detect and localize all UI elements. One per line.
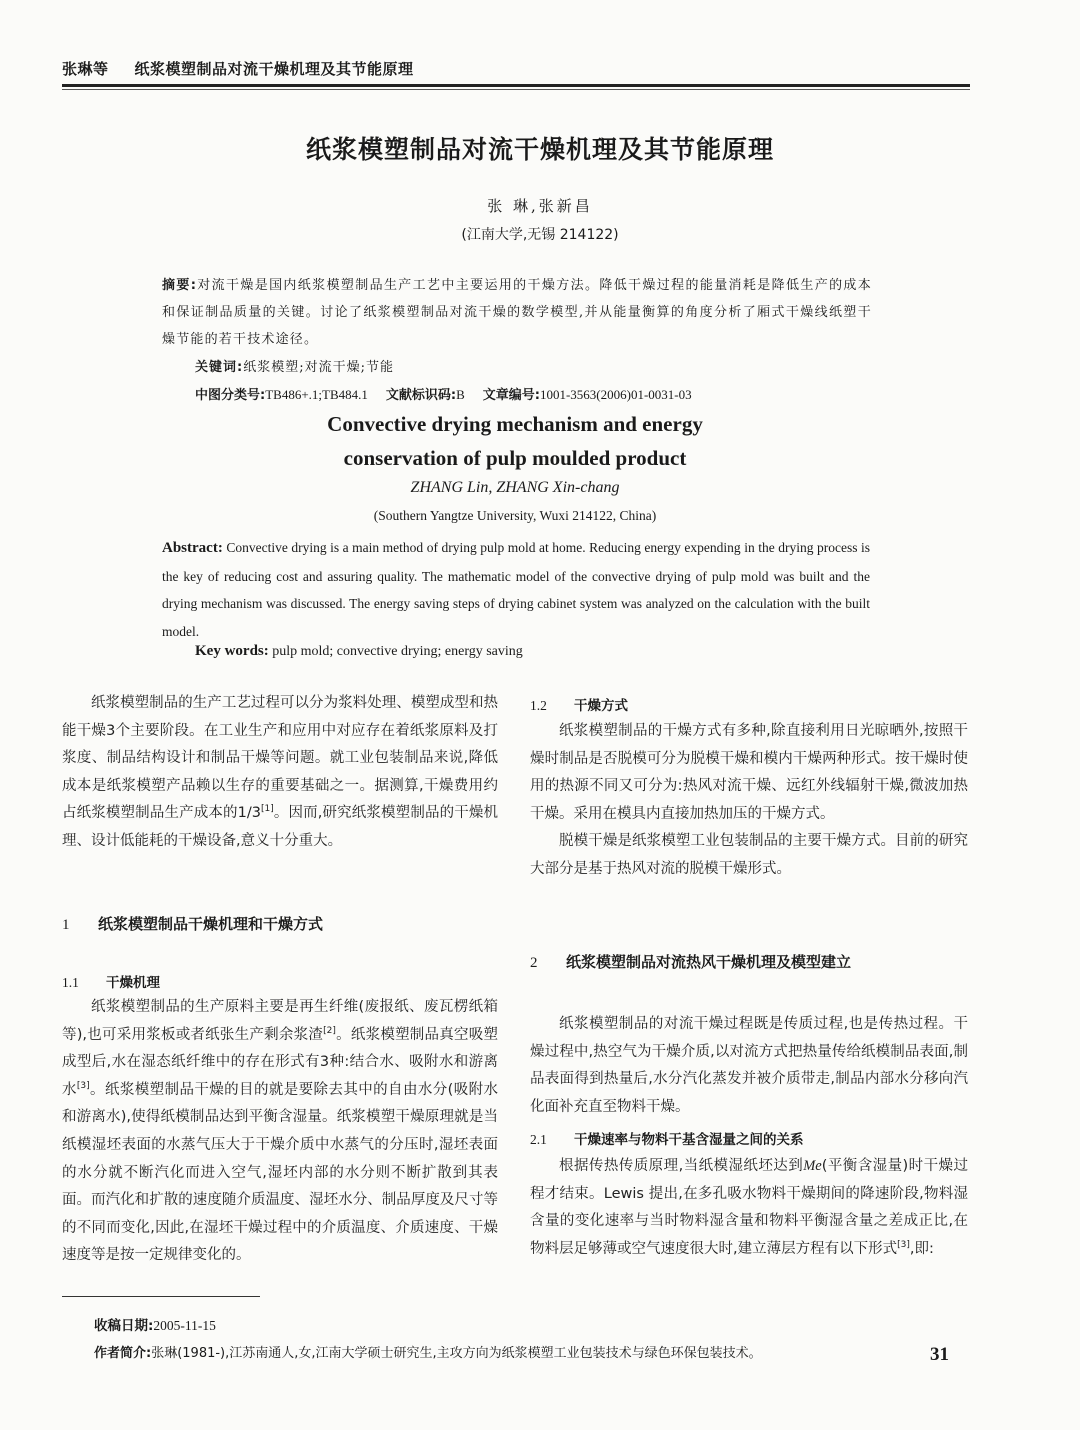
section-1-2-number: 1.2 xyxy=(530,698,547,713)
citation-2: [2] xyxy=(323,1025,336,1036)
paper-title-cn: 纸浆模塑制品对流干燥机理及其节能原理 xyxy=(305,135,774,164)
article-no-value: 1001-3563(2006)01-0031-03 xyxy=(539,387,692,402)
intro-paragraph xyxy=(62,690,498,856)
keywords-cn xyxy=(195,356,394,375)
running-header-title: 纸浆模塑制品对流干燥机理及其节能原理 xyxy=(134,60,414,78)
section-1-1-title: 干燥机理 xyxy=(106,975,160,991)
section-1-title: 纸浆模塑制品干燥机理和干燥方式 xyxy=(98,915,324,933)
section-2-1-title: 干燥速率与物料干基含湿量之间的关系 xyxy=(574,1132,804,1148)
running-header-authors: 张琳等 xyxy=(62,60,109,78)
keywords-cn-text: 纸浆模塑;对流干燥;节能 xyxy=(243,360,394,375)
authors-cn: 张 琳,张新昌 xyxy=(487,197,593,215)
section-1-1-heading xyxy=(62,971,160,991)
keywords-cn-label: 关键词: xyxy=(195,360,244,375)
class-value: TB486+.1;TB484.1 xyxy=(265,387,368,402)
author-bio xyxy=(94,1342,762,1361)
abstract-en-label: Abstract: xyxy=(162,540,223,556)
section-1-heading xyxy=(62,913,323,934)
received-date xyxy=(94,1314,216,1334)
section-1-2-title: 干燥方式 xyxy=(574,698,628,714)
section-2-p1: 纸浆模塑制品的对流干燥过程既是传质过程,也是传热过程。干燥过程中,热空气为干燥介质,以对流方式把热量传给纸模制品表面,制品表面得到热量后,水分汽化蒸发并被介质带走,制品内部水分移向汽化面补充直至物料干燥。 xyxy=(530,1016,968,1115)
section-2-paragraph xyxy=(530,1011,968,1121)
keywords-en xyxy=(195,643,523,660)
footnote-rule xyxy=(62,1296,260,1297)
me-symbol: Me xyxy=(803,1158,822,1174)
bio-label: 作者简介: xyxy=(94,1346,152,1361)
doc-code-label: 文献标识码: xyxy=(385,388,457,403)
section-1-1-text-c: 。纸浆模塑制品干燥的目的就是要除去其中的自由水分(吸附水和游离水),使得纸模制品达到平衡含湿量。纸浆模塑干燥原理就是当纸模湿坯表面的水蒸气压大于干燥介质中水蒸气的分压时,湿坯表面的水分就不断汽化而进入空气,湿坯内部的水分则不断扩散到其表面。而汽化和扩散的速度随介质温度、湿坯水分、制品厚度及尺寸等的不同而变化,因此,在湿坯干燥过程中的介质温度、介质速度、干燥速度等是按一定规律变化的。 xyxy=(62,1081,499,1264)
affiliation-en: (Southern Yangtze University, Wuxi 214122, China) xyxy=(373,508,657,523)
bio-text: 张琳(1981-),江苏南通人,女,江南大学硕士研究生,主攻方向为纸浆模塑工业包装技术与绿色环保包装技术。 xyxy=(151,1346,762,1361)
section-2-title: 纸浆模塑制品对流热风干燥机理及模型建立 xyxy=(566,953,852,971)
received-value: 2005-11-15 xyxy=(153,1318,216,1333)
authors-en: ZHANG Lin, ZHANG Xin-chang xyxy=(410,479,620,496)
abstract-cn-label: 摘要: xyxy=(162,278,198,293)
doc-code-value: B xyxy=(456,387,465,402)
section-2-1-text-b: (平衡含湿量)时干燥过程才结束。Lewis 提出,在多孔吸水物料干燥期间的降速阶段,物料湿含量的变化速率与当时物料湿含量和物料平衡湿含量之差成正比,在物料层足够薄或空气速度很大时,建立薄层方程有以下形式 xyxy=(530,1158,968,1257)
article-no-label: 文章编号: xyxy=(482,388,540,403)
header-rule-thin xyxy=(62,89,970,90)
section-1-2-p1: 纸浆模塑制品的干燥方式有多种,除直接利用日光晾晒外,按照干燥时制品是否脱模可分为脱模干燥和模内干燥两种形式。按干燥时使用的热源不同又可分为:热风对流干燥、远红外线辐射干燥,微波加热干燥。采用在模具内直接加热加压的干燥方式。 xyxy=(530,723,968,822)
abstract-cn-text: 对流干燥是国内纸浆模塑制品生产工艺中主要运用的干燥方法。降低干燥过程的能量消耗是降低生产的成本和保证制品质量的关键。讨论了纸浆模塑制品对流干燥的数学模型,并从能量衡算的角度分析了厢式干燥线纸塑干燥节能的若干技术途径。 xyxy=(162,278,872,347)
intro-text: 纸浆模塑制品的生产工艺过程可以分为浆料处理、模塑成型和热能干燥3个主要阶段。在工业生产和应用中对应存在着纸浆原料及打浆度、制品结构设计和制品干燥等问题。就工业包装制品来说,降低成本是纸浆模塑产品赖以生存的重要基础之一。据测算,干燥费用约占纸浆模塑制品生产成本的1/3 xyxy=(62,695,498,822)
section-1-1-number: 1.1 xyxy=(62,975,79,990)
classification-line xyxy=(195,384,692,403)
section-2-heading xyxy=(530,951,851,972)
running-header xyxy=(62,58,414,79)
section-1-1-text-b: 。纸浆模塑制品真空吸塑成型后,水在湿态纸纤维中的存在形式有3种:结合水、吸附水和游离水 xyxy=(62,1026,499,1098)
citation-3: [3] xyxy=(76,1080,90,1091)
page-number: 31 xyxy=(930,1344,949,1365)
section-1-1-paragraph xyxy=(62,994,498,1270)
section-2-1-paragraph xyxy=(530,1153,968,1263)
citation-1: [1] xyxy=(260,804,274,815)
keywords-en-text: pulp mold; convective drying; energy saving xyxy=(272,644,523,659)
section-2-1-text-c: ,即: xyxy=(909,1240,934,1257)
section-1-2-paragraphs xyxy=(530,718,968,884)
keywords-en-label: Key words: xyxy=(195,643,269,659)
section-2-1-number: 2.1 xyxy=(530,1132,547,1147)
citation-3b: [3] xyxy=(897,1239,910,1250)
section-1-2-p2: 脱模干燥是纸浆模塑工业包装制品的主要干燥方式。目前的研究大部分是基于热风对流的脱模干燥形式。 xyxy=(530,833,968,877)
abstract-en-text: Convective drying is a main method of drying pulp mold at home. Reducing energy expending in the drying process is the key of reducing cost and assuring quality. The mathematic model of the convective drying of pulp mold was built and the drying mechanism was discussed. The energy saving steps of drying cabinet system was analyzed on the calculation with the built model. xyxy=(162,540,871,639)
paper-title-en-line2: conservation of pulp moulded product xyxy=(343,446,687,470)
header-rule-thick xyxy=(62,84,970,87)
paper-title-en-line1: Convective drying mechanism and energy xyxy=(327,412,703,436)
intro-text-end: 。因而,研究纸浆模塑制品的干燥机理、设计低能耗的干燥设备,意义十分重大。 xyxy=(62,805,498,849)
section-1-number: 1 xyxy=(62,917,70,933)
section-2-1-text-a: 根据传热传质原理,当纸模湿纸坯达到 xyxy=(559,1158,804,1174)
affiliation-cn: (江南大学,无锡 214122) xyxy=(461,227,619,243)
received-label: 收稿日期: xyxy=(94,1318,154,1334)
abstract-en xyxy=(162,534,870,645)
section-2-1-heading xyxy=(530,1128,804,1148)
abstract-cn xyxy=(162,272,872,353)
class-label: 中图分类号: xyxy=(195,388,266,403)
section-1-1-text-a: 纸浆模塑制品的生产原料主要是再生纤维(废报纸、废瓦楞纸箱等),也可采用浆板或者纸张生产剩余浆渣 xyxy=(62,999,498,1043)
section-2-number: 2 xyxy=(530,955,538,971)
section-1-2-heading xyxy=(530,694,628,714)
